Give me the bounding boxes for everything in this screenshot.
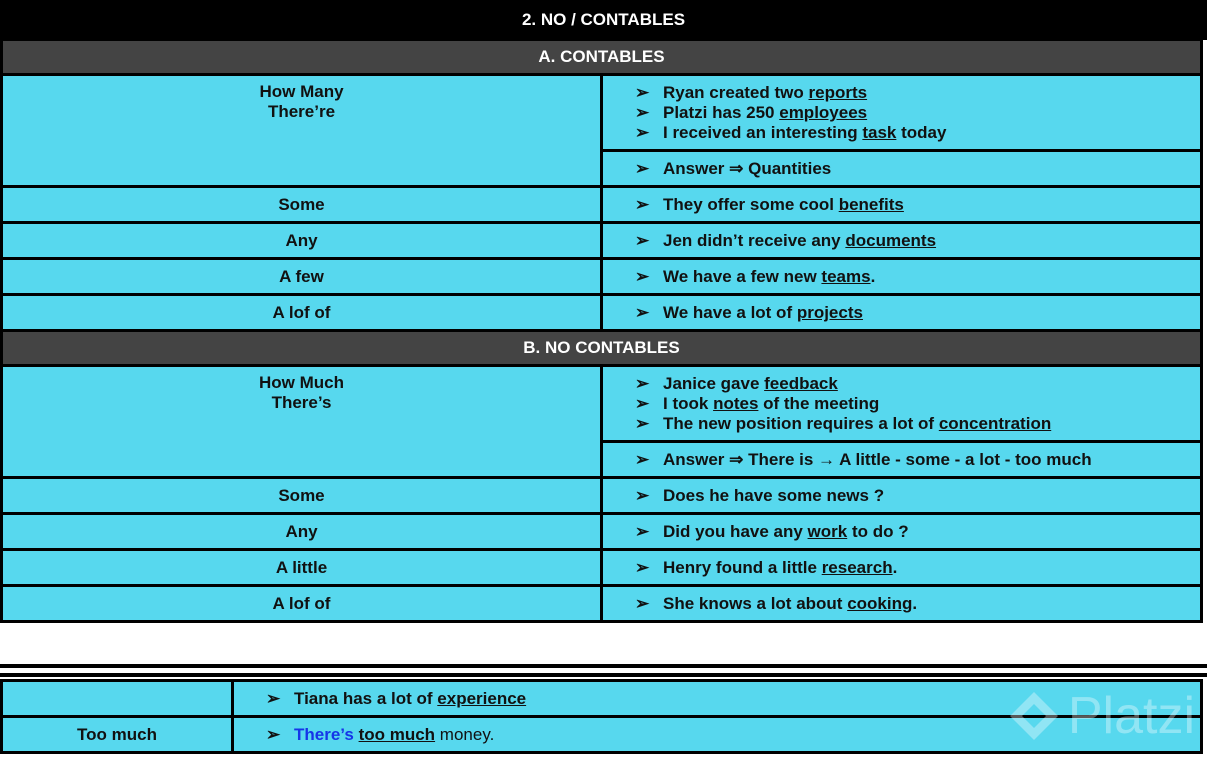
label-some: Some xyxy=(2,478,602,514)
label-some: Some xyxy=(2,187,602,223)
platzi-logo-icon xyxy=(1008,690,1060,742)
page-break-divider xyxy=(0,664,1207,677)
example-cell: ➢ They offer some cool benefits xyxy=(602,187,1202,223)
example-cell: ➢ Tiana has a lot of experience xyxy=(233,681,1202,717)
section-heading-uncountable: B. NO CONTABLES xyxy=(2,331,1202,366)
example-cell: ➢ She knows a lot about cooking. xyxy=(602,586,1202,622)
example-line: ➢ Platzi has 250 employees xyxy=(635,103,868,122)
watermark-text: Platzi xyxy=(1067,687,1195,745)
arrow-bullet-icon: ➢ xyxy=(635,394,650,413)
label-a-lot-of: A lof of xyxy=(2,295,602,331)
label-line: How Many xyxy=(259,82,344,101)
arrow-bullet-icon: ➢ xyxy=(635,374,650,393)
label-a-lot-of: A lof of xyxy=(2,586,602,622)
example-cell: ➢ There’s too much money. xyxy=(233,717,1202,753)
example-cell: ➢ Does he have some news ? xyxy=(602,478,1202,514)
arrow-bullet-icon: ➢ xyxy=(266,725,281,744)
label-line: There’re xyxy=(267,102,336,121)
label-how-much xyxy=(2,366,602,478)
countable-table xyxy=(0,38,1203,623)
answer-cell: ➢ Answer ⇒ Quantities xyxy=(602,151,1202,187)
label-any: Any xyxy=(2,514,602,550)
platzi-watermark xyxy=(1008,686,1195,746)
arrow-bullet-icon: ➢ xyxy=(635,414,650,433)
arrow-bullet-icon: ➢ xyxy=(635,558,650,577)
arrow-bullet-icon: ➢ xyxy=(635,486,650,505)
example-line: ➢ The new position requires a lot of concentration xyxy=(635,414,1052,433)
arrow-bullet-icon: ➢ xyxy=(635,267,650,286)
example-cell: ➢ Henry found a little research. xyxy=(602,550,1202,586)
arrow-bullet-icon: ➢ xyxy=(635,231,650,250)
answer-cell: ➢ Answer ⇒ There is → A little - some - a lot - too much xyxy=(602,442,1202,478)
page-title: 2. NO / CONTABLES xyxy=(0,0,1207,40)
example-line: ➢ I received an interesting task today xyxy=(635,123,947,142)
example-line: ➢ Janice gave feedback xyxy=(635,374,838,393)
examples-cell xyxy=(602,366,1202,442)
label-how-many xyxy=(2,75,602,187)
label-a-few: A few xyxy=(2,259,602,295)
example-line: ➢ Ryan created two reports xyxy=(635,83,868,102)
arrow-bullet-icon: ➢ xyxy=(266,689,281,708)
arrow-bullet-icon: ➢ xyxy=(635,83,650,102)
example-cell: ➢ Did you have any work to do ? xyxy=(602,514,1202,550)
arrow-bullet-icon: ➢ xyxy=(635,103,650,122)
arrow-bullet-icon: ➢ xyxy=(635,594,650,613)
arrow-bullet-icon: ➢ xyxy=(635,303,650,322)
arrow-bullet-icon: ➢ xyxy=(635,450,650,469)
examples-cell xyxy=(602,75,1202,151)
label-any: Any xyxy=(2,223,602,259)
arrow-bullet-icon: ➢ xyxy=(635,522,650,541)
example-cell: ➢ We have a lot of projects xyxy=(602,295,1202,331)
example-cell: ➢ We have a few new teams. xyxy=(602,259,1202,295)
label-a-little: A little xyxy=(2,550,602,586)
label-empty xyxy=(2,681,233,717)
arrow-bullet-icon: ➢ xyxy=(635,195,650,214)
label-line: There’s xyxy=(271,393,332,412)
label-line: How Much xyxy=(259,373,344,392)
section-heading-countable: A. CONTABLES xyxy=(2,40,1202,75)
arrow-bullet-icon: ➢ xyxy=(635,123,650,142)
example-cell: ➢ Jen didn’t receive any documents xyxy=(602,223,1202,259)
label-too-much: Too much xyxy=(2,717,233,753)
arrow-bullet-icon: ➢ xyxy=(635,159,650,178)
example-line: ➢ I took notes of the meeting xyxy=(635,394,880,413)
